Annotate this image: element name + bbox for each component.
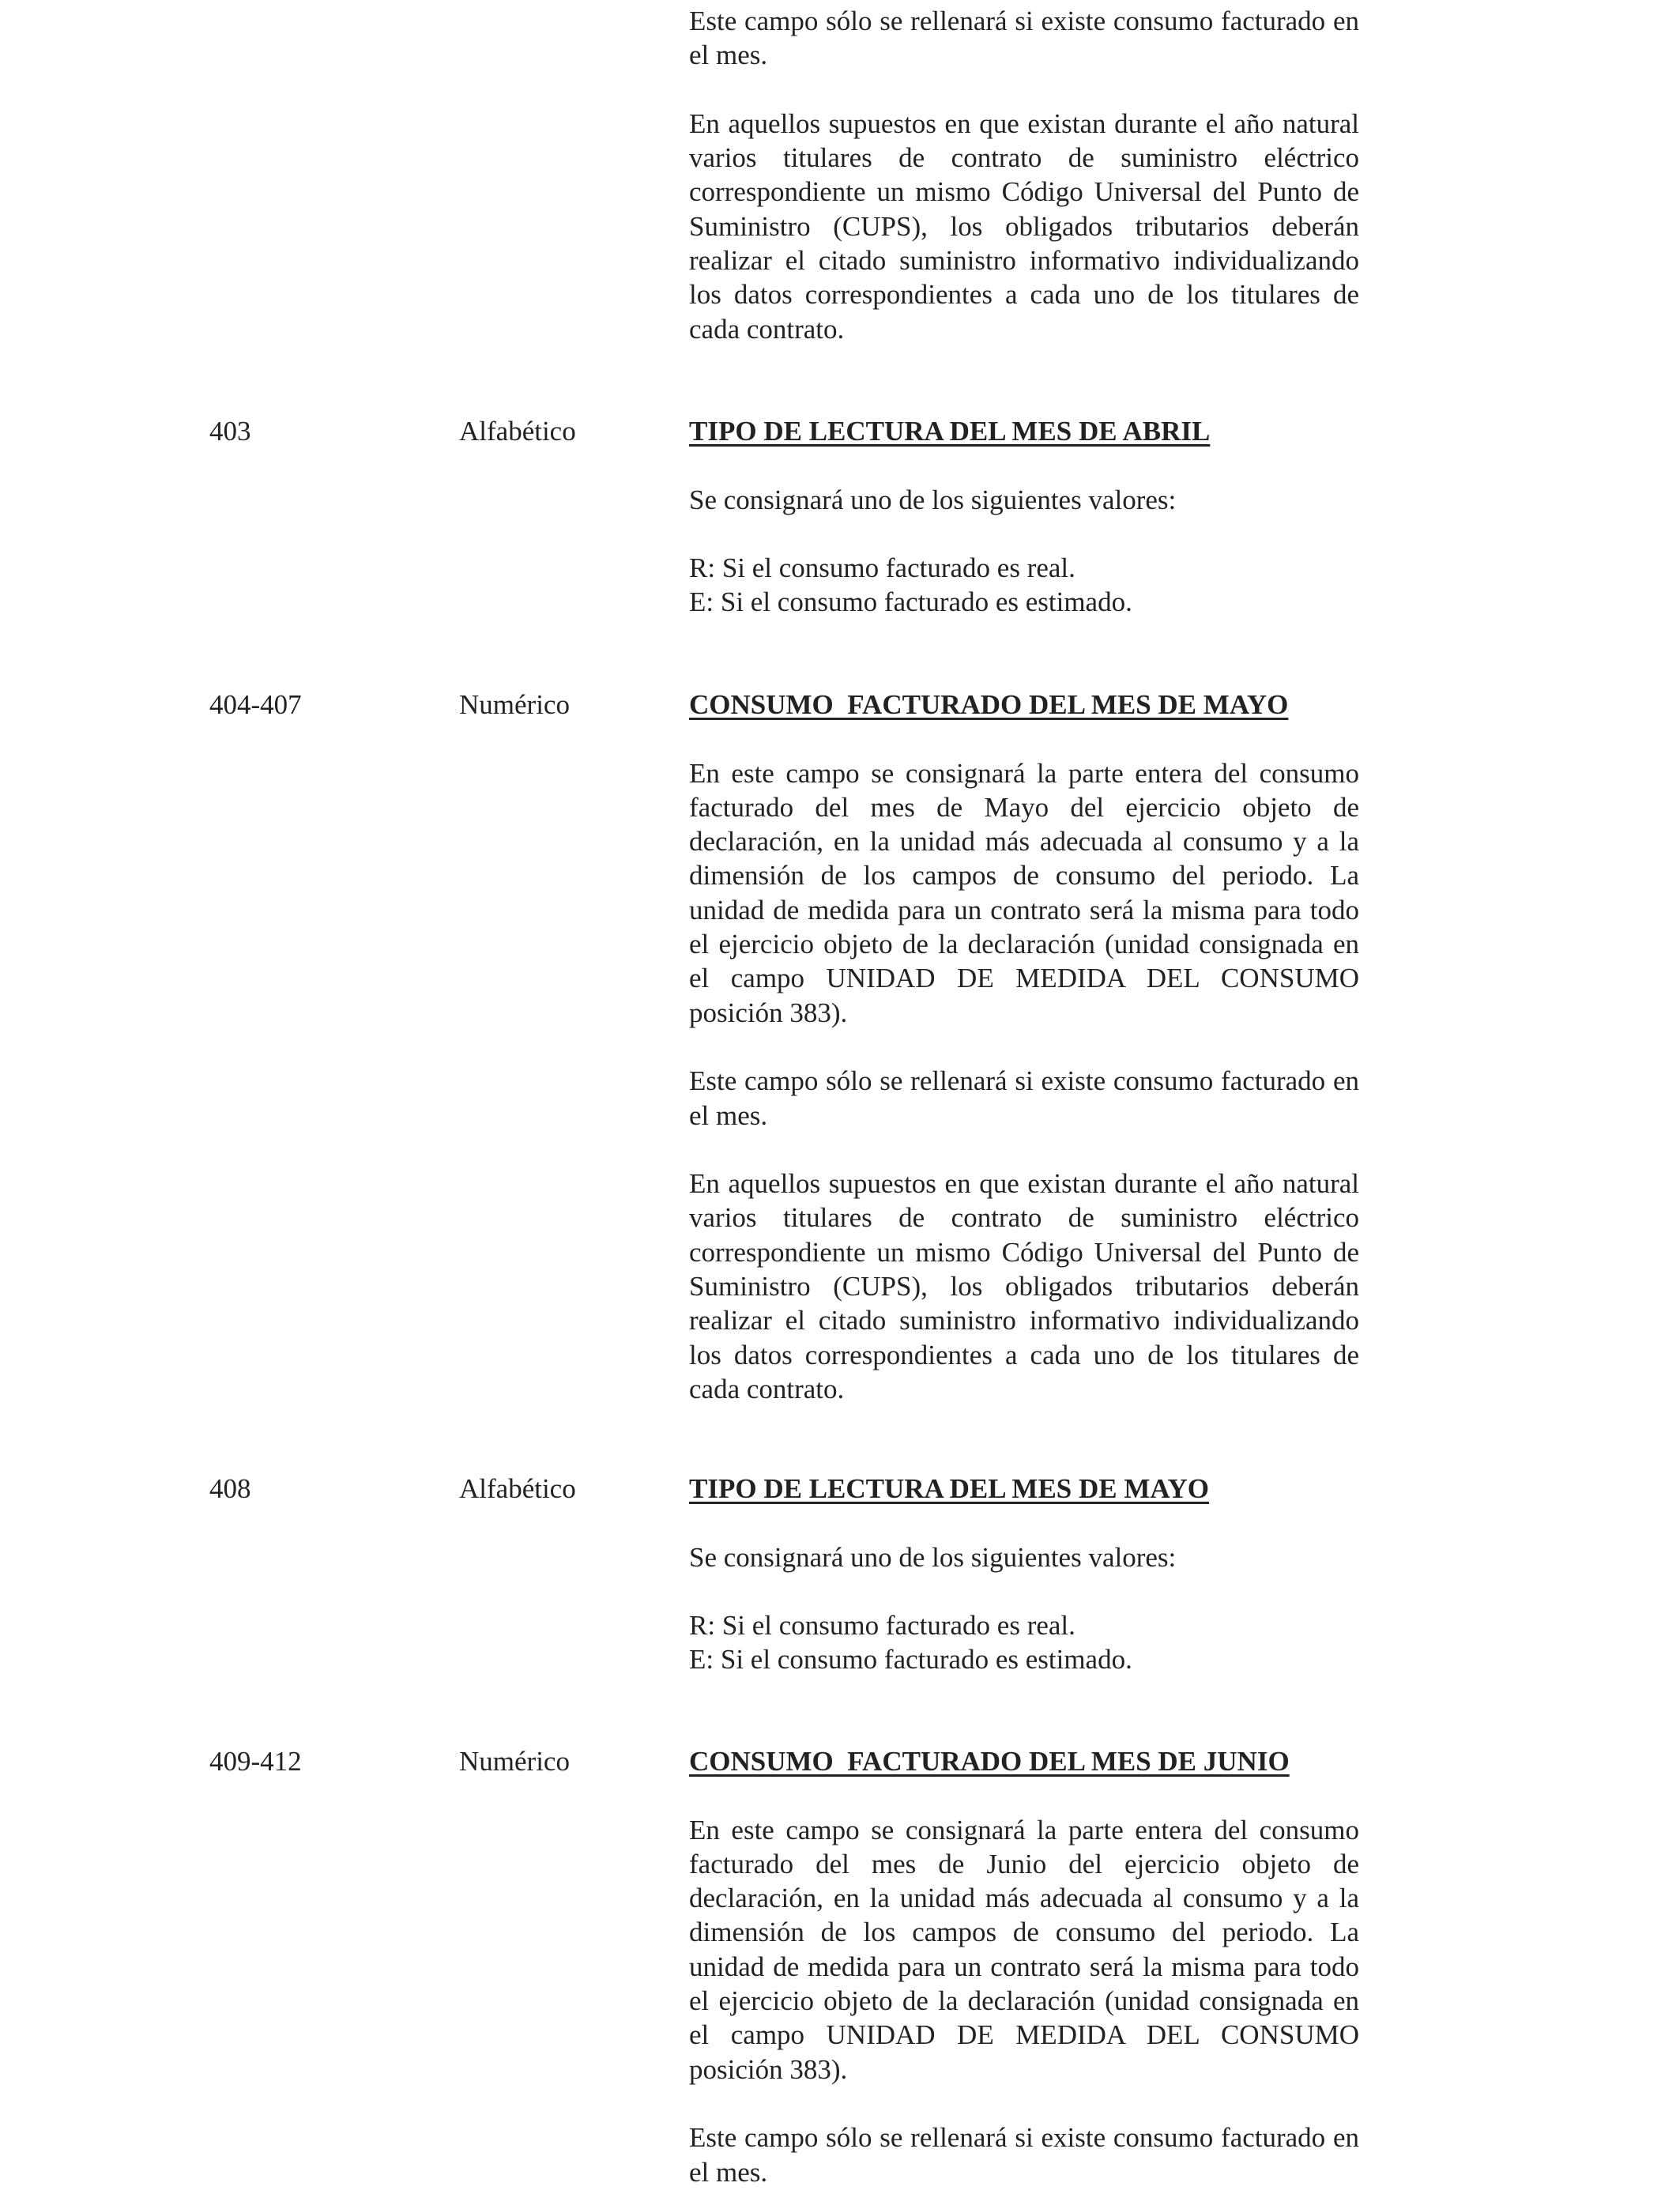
value-list (689, 1608, 1359, 1677)
field-type: Alfabético (459, 1473, 576, 1504)
paragraph: Este campo sólo se rellenará si existe consumo facturado en el mes. (689, 6, 1359, 71)
paragraph: En aquellos supuestos en que existan durante el año natural varios titulares de contrato de suministro eléctrico correspondiente un mismo Código Universal del Punto de Suministro (CUPS), los obligados tributarios deberán realizar el citado suministro informativo individualizando los datos correspondientes a cada uno de los titulares de cada contrato. (689, 107, 1359, 345)
field-title: TIPO DE LECTURA DEL MES DE ABRIL (689, 416, 1211, 447)
value-item: R: Si el consumo facturado es real. (689, 1610, 1075, 1642)
paragraph: En aquellos supuestos en que existan durante el año natural varios titulares de contrato de suministro eléctrico correspondiente un mismo Código Universal del Punto de Suministro (CUPS), los obligados tributarios deberán realizar el citado suministro informativo individualizando los datos correspondientes a cada uno de los titulares de cada contrato. (689, 1168, 1359, 1404)
field-intro: Se consignará uno de los siguientes valores: (689, 1541, 1177, 1573)
value-item: R: Si el consumo facturado es real. (689, 552, 1075, 584)
value-item: E: Si el consumo facturado es estimado. (689, 1644, 1132, 1676)
field-title: CONSUMO FACTURADO DEL MES DE JUNIO (689, 1746, 1290, 1777)
field-type: Alfabético (459, 416, 576, 447)
paragraph: En este campo se consignará la parte entera del consumo facturado del mes de Junio del ejercicio objeto de declaración, en la unidad más adecuada al consumo y a la dimensión de los campos de consumo del periodo. La unidad de medida para un contrato será la misma para todo el ejercicio objeto de la declaración (unidad consignada en el campo UNIDAD DE MEDIDA DEL CONSUMO posición 383). (689, 1814, 1359, 2085)
field-title: TIPO DE LECTURA DEL MES DE MAYO (689, 1473, 1209, 1504)
field-position: 409-412 (209, 1746, 302, 1777)
field-type: Numérico (459, 689, 570, 720)
paragraph: Este campo sólo se rellenará si existe consumo facturado en el mes. (689, 2122, 1359, 2188)
field-intro: Se consignará uno de los siguientes valores: (689, 484, 1177, 515)
paragraph: Este campo sólo se rellenará si existe consumo facturado en el mes. (689, 1065, 1359, 1131)
field-position: 403 (209, 416, 251, 447)
field-description (689, 688, 1359, 1406)
field-description (689, 1472, 1359, 1677)
field-title: CONSUMO FACTURADO DEL MES DE MAYO (689, 689, 1289, 720)
value-item: E: Si el consumo facturado es estimado. (689, 586, 1132, 618)
value-list (689, 551, 1359, 620)
field-position: 404-407 (209, 689, 302, 720)
continuation-section (689, 4, 1359, 346)
field-type: Numérico (459, 1746, 570, 1777)
field-description (689, 414, 1359, 620)
field-position: 408 (209, 1473, 251, 1504)
paragraph: En este campo se consignará la parte entera del consumo facturado del mes de Mayo del ejercicio objeto de declaración, en la unidad más adecuada al consumo y a la dimensión de los campos de consumo del periodo. La unidad de medida para un contrato será la misma para todo el ejercicio objeto de la declaración (unidad consignada en el campo UNIDAD DE MEDIDA DEL CONSUMO posición 383). (689, 757, 1359, 1028)
field-description (689, 1744, 1359, 2189)
